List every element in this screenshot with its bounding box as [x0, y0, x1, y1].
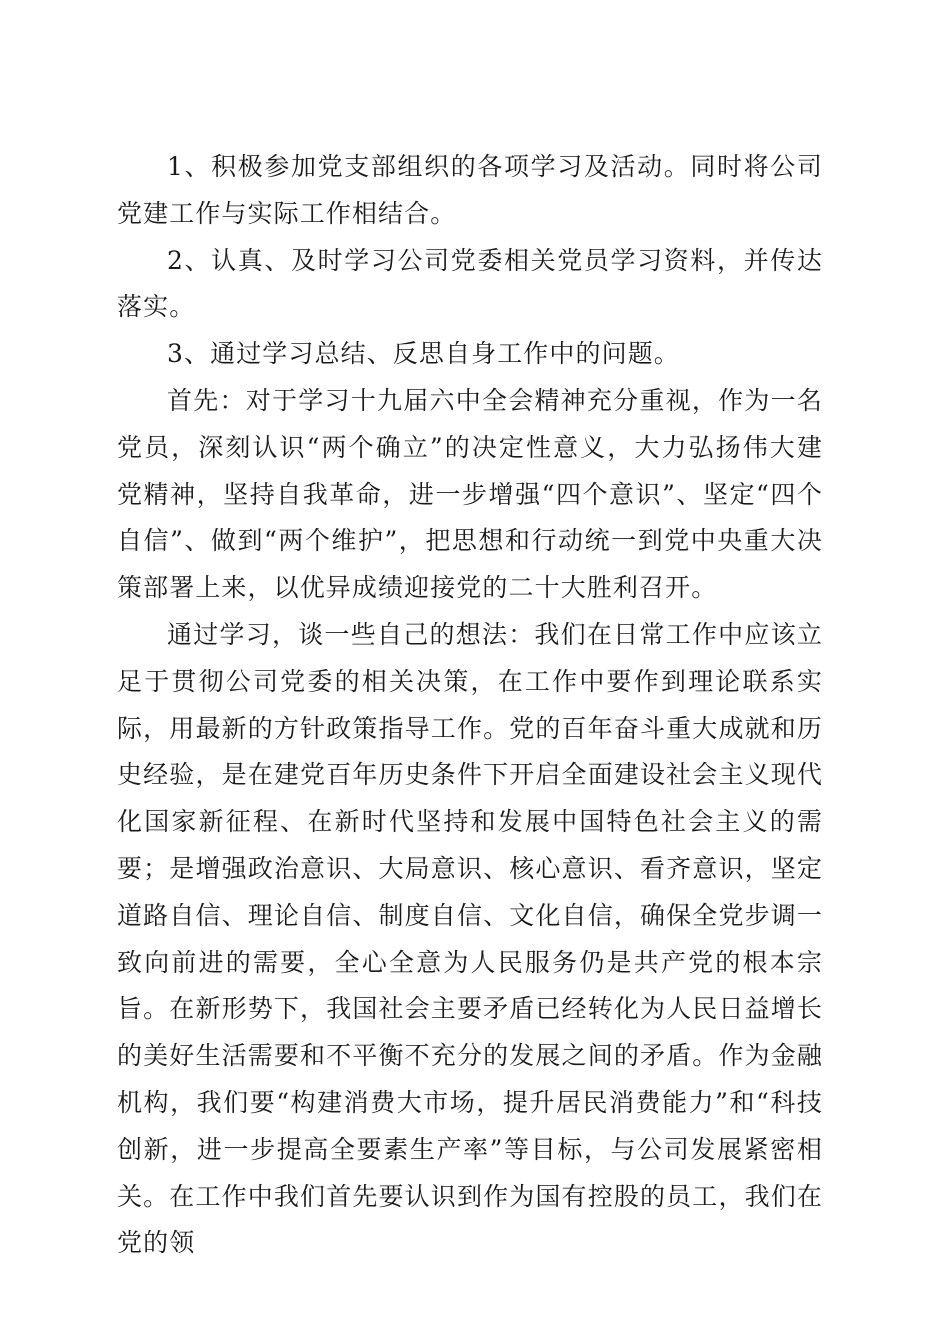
paragraph-item-2: 2、认真、及时学习公司党委相关党员学习资料，并传达落实。 — [117, 245, 823, 322]
paragraph-first: 首先：对于学习十九届六中全会精神充分重视，作为一名党员，深刻认识“两个确立”的决定性意义，大力弘扬伟大建党精神，坚持自我革命，进一步增强“四个意识”、坚定“四个自信”、做到“两个维护”，把思想和行动统一到党中央重大决策部署上来，以优异成绩迎接党的二十大胜利召开。 — [117, 385, 823, 603]
paragraph-thoughts: 通过学习，谈一些自己的想法：我们在日常工作中应该立足于贯彻公司党委的相关决策，在工作中要作到理论联系实际，用最新的方针政策指导工作。党的百年奋斗重大成就和历史经验，是在建党百年历史条件下开启全面建设社会主义现代化国家新征程、在新时代坚持和发展中国特色社会主义的需要；是增强政治意识、大局意识、核心意识、看齐意识，坚定道路自信、理论自信、制度自信、文化自信，确保全党步调一致向前进的需要，全心全意为人民服务仍是共产党的根本宗旨。在新形势下，我国社会主要矛盾已经转化为人民日益增长的美好生活需要和不平衡不充分的发展之间的矛盾。作为金融机构，我们要“构建消费大市场，提升居民消费能力”和“科技创新，进一步提高全要素生产率”等目标，与公司发展紧密相关。在工作中我们首先要认识到作为国有控股的员工，我们在党的领 — [117, 619, 823, 1258]
paragraph-item-1: 1、积极参加党支部组织的各项学习及活动。同时将公司党建工作与实际工作相结合。 — [117, 152, 823, 228]
paragraph-item-3: 3、通过学习总结、反思自身工作中的问题。 — [167, 339, 680, 369]
document-body — [117, 144, 823, 1267]
